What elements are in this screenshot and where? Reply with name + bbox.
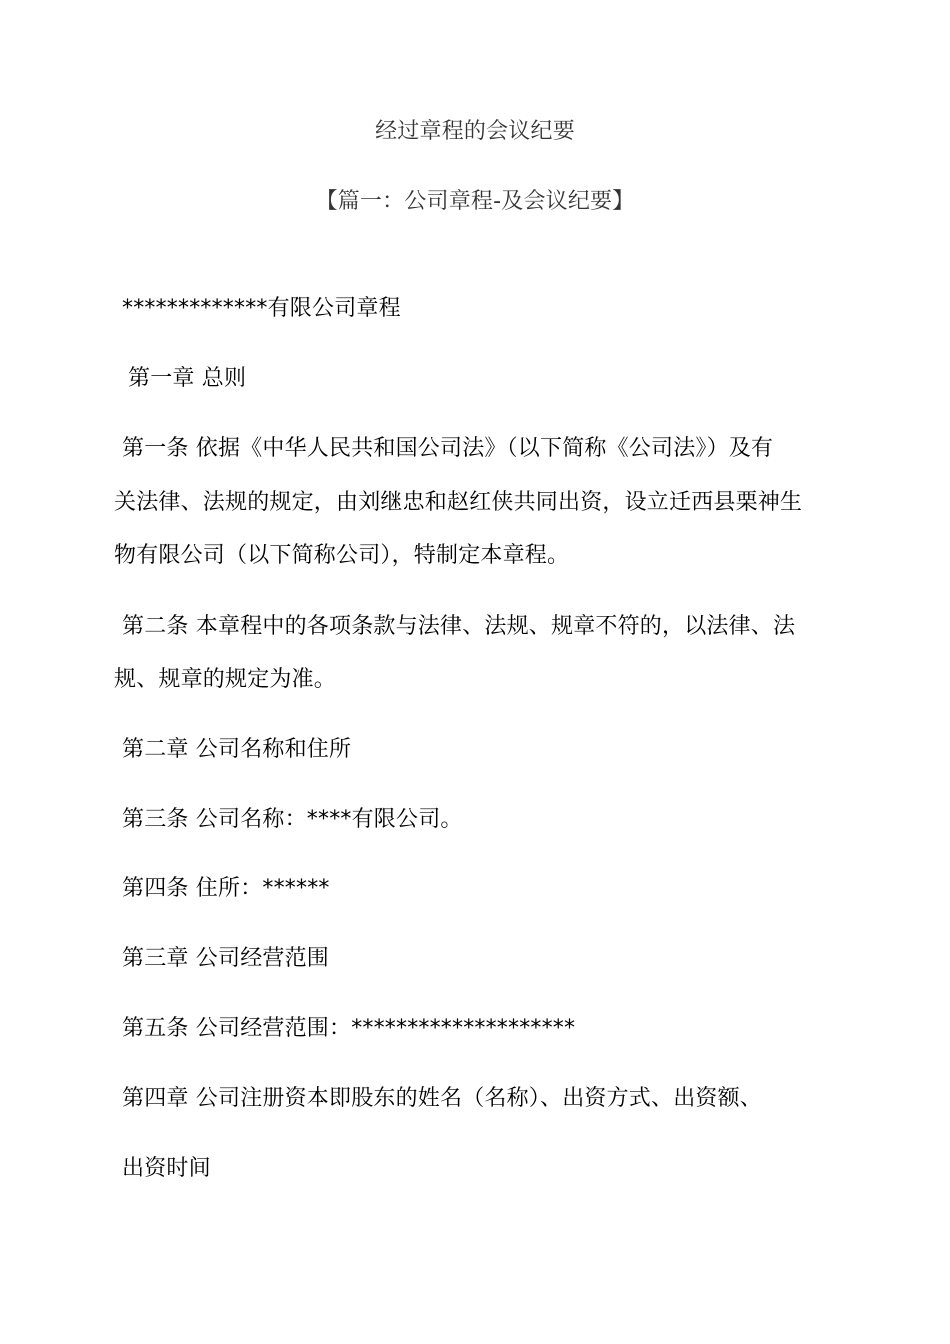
document-title: 经过章程的会议纪要 — [375, 119, 575, 144]
chapter-heading: 第四章 公司注册资本即股东的姓名（名称）、出资方式、出资额、 — [122, 1086, 762, 1111]
company-charter-heading: *************有限公司章程 — [122, 296, 401, 321]
article-text: 第三条 公司名称：****有限公司。 — [122, 807, 463, 832]
article-text: 物有限公司（以下简称公司），特制定本章程。 — [114, 543, 570, 568]
article-text: 第二条 本章程中的各项条款与法律、法规、规章不符的，以法律、法 — [122, 614, 796, 639]
article-text: 第四条 住所：****** — [122, 876, 330, 901]
article-text: 第一条 依据《中华人民共和国公司法》（以下简称《公司法》）及有 — [122, 436, 774, 461]
chapter-heading: 第一章 总则 — [128, 366, 247, 391]
chapter-heading-continued: 出资时间 — [122, 1156, 211, 1181]
document-subtitle: 【篇一：公司章程-及会议纪要】 — [315, 189, 635, 214]
article-text: 关法律、法规的规定，由刘继忠和赵红侠共同出资，设立迁西县栗神生 — [114, 490, 803, 515]
article-text: 规、规章的规定为准。 — [114, 667, 337, 692]
article-text: 第五条 公司经营范围：******************** — [122, 1016, 576, 1041]
chapter-heading: 第三章 公司经营范围 — [122, 946, 329, 971]
chapter-heading: 第二章 公司名称和住所 — [122, 737, 352, 762]
